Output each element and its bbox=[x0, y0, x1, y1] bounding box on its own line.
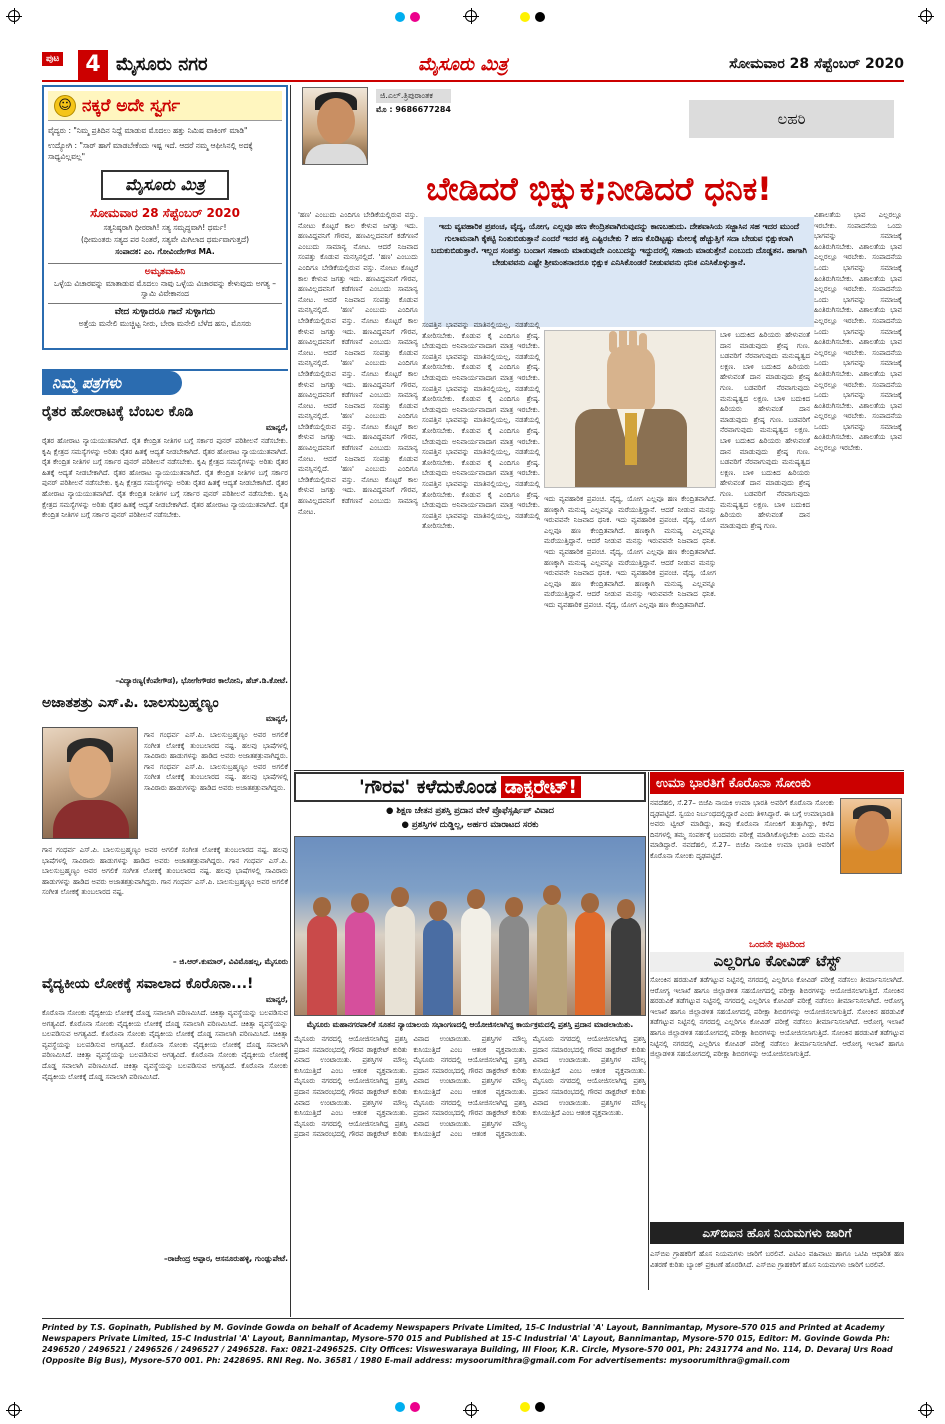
letter-signature: –ವಿದ್ಯಾರಣ್ಯ(ಕೆಂಪೇಗೌಡ), ಭೋಗೇಗೌಡರ ಕಾಲೋನಿ, ಹೆಚ್.ಡಿ.ಕೋಟೆ. bbox=[115, 676, 288, 685]
imprint-line: Printed by T.S. Gopinath, Published by M. Govinde Gowda on behalf of Academy Newspapers Private Limited, 15-C Industrial 'A' Layout, Bannimantap, Mysore-570 015 and Printed at Academy Newspapers Private Limited, 15-C Industrial 'A' Layout, Bannimantap, Mysore-570 015 and Published at 15-C Industrial 'A' Layout, Bannimantap, Mysore-570 015, Editor: M. Govinde Gowda Ph: 2496520 / 2496521 / 2496526 / 2496527 / 2496528. Fax: 0821-2496525. City Offices: Visweswaraya Building, III Floor, K.R. Circle, Mysore-570 001, Ph: 2431774 and No. 114, D. Devaraj Urs Road (Opposite Big Bus), Mysore-570 001. Ph: 2428695. RNI Reg. No. 36581 / 1980 E-mail address: mysoorumithra@gmail.com For advertisements: mysoorumithra@gmail.com bbox=[42, 1318, 904, 1366]
joke-line: ಉದ್ಯೋಗಿ : "ಸಾರ್ ಹಾಗೆ ಮಾಡಬೇಕೆಂದು ಇಷ್ಟ ಇದೆ. ಆದರೆ ನಮ್ಮ ಆಫೀಸಿನಲ್ಲಿ ಅದಕ್ಕೆ ಸಾಧ್ಯವಿಲ್ಲವಲ್ಲ" bbox=[48, 141, 253, 161]
gourava-body: ಮೈಸೂರು ನಗರದಲ್ಲಿ ಆಯೋಜಿಸಲಾಗಿದ್ದ ಪ್ರಶಸ್ತಿ ಪ್ರದಾನ ಸಮಾರಂಭದಲ್ಲಿ ಗೌರವ ಡಾಕ್ಟರೇಟ್ ಕುರಿತು ವಿವಾದ ಉಂಟಾಯಿತು. ಪ್ರಶಸ್ತಿಗಳ ಮೌಲ್ಯ ಕುಸಿಯುತ್ತಿದೆ ಎಂಬ ಆತಂಕ ವ್ಯಕ್ತವಾಯಿತು. ಮೈಸೂರು ನಗರದಲ್ಲಿ ಆಯೋಜಿಸಲಾಗಿದ್ದ ಪ್ರಶಸ್ತಿ ಪ್ರದಾನ ಸಮಾರಂಭದಲ್ಲಿ ಗೌರವ ಡಾಕ್ಟರೇಟ್ ಕುರಿತು ವಿವಾದ ಉಂಟಾಯಿತು. ಪ್ರಶಸ್ತಿಗಳ ಮೌಲ್ಯ ಕುಸಿಯುತ್ತಿದೆ ಎಂಬ ಆತಂಕ ವ್ಯಕ್ತವಾಯಿತು. ಮೈಸೂರು ನಗರದಲ್ಲಿ ಆಯೋಜಿಸಲಾಗಿದ್ದ ಪ್ರಶಸ್ತಿ ಪ್ರದಾನ ಸಮಾರಂಭದಲ್ಲಿ ಗೌರವ ಡಾಕ್ಟರೇಟ್ ಕುರಿತು ವಿವಾದ ಉಂಟಾಯಿತು. ಪ್ರಶಸ್ತಿಗಳ ಮೌಲ್ಯ ಕುಸಿಯುತ್ತಿದೆ ಎಂಬ ಆತಂಕ ವ್ಯಕ್ತವಾಯಿತು. ಮೈಸೂರು ನಗರದಲ್ಲಿ ಆಯೋಜಿಸಲಾಗಿದ್ದ ಪ್ರಶಸ್ತಿ ಪ್ರದಾನ ಸಮಾರಂಭದಲ್ಲಿ ಗೌರವ ಡಾಕ್ಟರೇಟ್ ಕುರಿತು ವಿವಾದ ಉಂಟಾಯಿತು. ಪ್ರಶಸ್ತಿಗಳ ಮೌಲ್ಯ ಕುಸಿಯುತ್ತಿದೆ ಎಂಬ ಆತಂಕ ವ್ಯಕ್ತವಾಯಿತು. ಮೈಸೂರು ನಗರದಲ್ಲಿ ಆಯೋಜಿಸಲಾಗಿದ್ದ ಪ್ರಶಸ್ತಿ ಪ್ರದಾನ ಸಮಾರಂಭದಲ್ಲಿ ಗೌರವ ಡಾಕ್ಟರೇಟ್ ಕುರಿತು ವಿವಾದ ಉಂಟಾಯಿತು. ಪ್ರಶಸ್ತಿಗಳ ಮೌಲ್ಯ ಕುಸಿಯುತ್ತಿದೆ ಎಂಬ ಆತಂಕ ವ್ಯಕ್ತವಾಯಿತು. ಮೈಸೂರು ನಗರದಲ್ಲಿ ಆಯೋಜಿಸಲಾಗಿದ್ದ ಪ್ರಶಸ್ತಿ ಪ್ರದಾನ ಸಮಾರಂಭದಲ್ಲಿ ಗೌರವ ಡಾಕ್ಟರೇಟ್ ಕುರಿತು ವಿವಾದ ಉಂಟಾಯಿತು. ಪ್ರಶಸ್ತಿಗಳ ಮೌಲ್ಯ ಕುಸಿಯುತ್ತಿದೆ ಎಂಬ ಆತಂಕ ವ್ಯಕ್ತವಾಯಿತು. ಮೈಸೂರು ನಗರದಲ್ಲಿ ಆಯೋಜಿಸಲಾಗಿದ್ದ ಪ್ರಶಸ್ತಿ ಪ್ರದಾನ ಸಮಾರಂಭದಲ್ಲಿ ಗೌರವ ಡಾಕ್ಟರೇಟ್ ಕುರಿತು ವಿವಾದ ಉಂಟಾಯಿತು. ಪ್ರಶಸ್ತಿಗಳ ಮೌಲ್ಯ ಕುಸಿಯುತ್ತಿದೆ ಎಂಬ ಆತಂಕ ವ್ಯಕ್ತವಾಯಿತು. bbox=[294, 1035, 646, 1139]
nakkare-header bbox=[48, 91, 282, 121]
veda-title: ವೇದ ಸುಳ್ಳಾದರೂ ಗಾದೆ ಸುಳ್ಳಾಗದು bbox=[114, 307, 216, 317]
lahari-article-body bbox=[294, 210, 904, 770]
page-masthead bbox=[42, 50, 904, 82]
editor-line: ಸಂಪಾದಕ: ಎಂ. ಗೋವಿಂದೇಗೌಡ MA. bbox=[115, 247, 215, 256]
joke-line: ವೈದ್ಯರು : "ನಿಮ್ಮ ಪ್ರತಿದಿನ ನಿದ್ದೆ ಮಾಡುವ ಮೊದಲು ಹತ್ತು ನಿಮಿಷ ವಾಕಿಂಗ್ ಮಾಡಿ" bbox=[48, 126, 248, 135]
mini-date: ಸೋಮವಾರ 28 ಸೆಪ್ಟೆಂಬರ್ 2020 bbox=[90, 206, 240, 220]
uma-bharati-story bbox=[650, 772, 904, 938]
letter-signature: –ರಾಜೇಂದ್ರ ಆಪ್ಪಾರ, ಆಸನೂರುಹಳ್ಳಿ, ಗುಂಡ್ಲುಪೇಟೆ. bbox=[164, 1254, 288, 1263]
nakkare-box bbox=[42, 85, 288, 350]
motto-line: ಸತ್ಯನಿಷ್ಠರಾಗಿ ಧೀರರಾಗಿ! ಸತ್ಯ ಸಮೃದ್ಧವಾಗಿ! ಧರ್ಮ! bbox=[103, 223, 227, 232]
page-number: 4 bbox=[78, 50, 108, 80]
letter-body: ರೈತರ ಹೋರಾಟ ನ್ಯಾಯಯುತವಾಗಿದೆ. ರೈತ ಕೇಂದ್ರಿತ ನೀತಿಗಳ ಬಗ್ಗೆ ಸರ್ಕಾರ ಪುನರ್ ಪರಿಶೀಲನೆ ನಡೆಸಬೇಕು. ಕೃಷಿ ಕ್ಷೇತ್ರದ ಸಮಸ್ಯೆಗಳನ್ನು ಅರಿತು ರೈತರ ಹಿತಕ್ಕೆ ಆದ್ಯತೆ ನೀಡಬೇಕಾಗಿದೆ. ರೈತರ ಹೋರಾಟ ನ್ಯಾಯಯುತವಾಗಿದೆ. ರೈತ ಕೇಂದ್ರಿತ ನೀತಿಗಳ ಬಗ್ಗೆ ಸರ್ಕಾರ ಪುನರ್ ಪರಿಶೀಲನೆ ನಡೆಸಬೇಕು. ಕೃಷಿ ಕ್ಷೇತ್ರದ ಸಮಸ್ಯೆಗಳನ್ನು ಅರಿತು ರೈತರ ಹಿತಕ್ಕೆ ಆದ್ಯತೆ ನೀಡಬೇಕಾಗಿದೆ. ರೈತರ ಹೋರಾಟ ನ್ಯಾಯಯುತವಾಗಿದೆ. ರೈತ ಕೇಂದ್ರಿತ ನೀತಿಗಳ ಬಗ್ಗೆ ಸರ್ಕಾರ ಪುನರ್ ಪರಿಶೀಲನೆ ನಡೆಸಬೇಕು. ಕೃಷಿ ಕ್ಷೇತ್ರದ ಸಮಸ್ಯೆಗಳನ್ನು ಅರಿತು ರೈತರ ಹಿತಕ್ಕೆ ಆದ್ಯತೆ ನೀಡಬೇಕಾಗಿದೆ. ರೈತರ ಹೋರಾಟ ನ್ಯಾಯಯುತವಾಗಿದೆ. ರೈತ ಕೇಂದ್ರಿತ ನೀತಿಗಳ ಬಗ್ಗೆ ಸರ್ಕಾರ ಪುನರ್ ಪರಿಶೀಲನೆ ನಡೆಸಬೇಕು. ಕೃಷಿ ಕ್ಷೇತ್ರದ ಸಮಸ್ಯೆಗಳನ್ನು ಅರಿತು ರೈತರ ಹಿತಕ್ಕೆ ಆದ್ಯತೆ ನೀಡಬೇಕಾಗಿದೆ. ರೈತರ ಹೋರಾಟ ನ್ಯಾಯಯುತವಾಗಿದೆ. ರೈತ ಕೇಂದ್ರಿತ ನೀತಿಗಳ ಬಗ್ಗೆ ಸರ್ಕಾರ ಪುನರ್ ಪರಿಶೀಲನೆ ನಡೆಸಬೇಕು. bbox=[42, 437, 288, 520]
mini-masthead: ಮೈಸೂರು ಮಿತ್ರ bbox=[101, 170, 229, 200]
author-info bbox=[376, 89, 451, 117]
uma-bharati-photo bbox=[840, 798, 902, 874]
magenta-swatch bbox=[410, 12, 420, 22]
letter-title: ಅಜಾತಶತ್ರು ಎಸ್.ಪಿ. ಬಾಲಸುಬ್ರಹ್ಮಣ್ಯಂ bbox=[42, 695, 219, 711]
registration-mark bbox=[465, 10, 477, 22]
author-name: ಜಿ.ಎಲ್.ತ್ರಿಪುರಾಂತಕ bbox=[376, 89, 451, 103]
page-label: ಪುಟ bbox=[42, 52, 63, 66]
nakkare-title: ನಕ್ಕರೆ ಅದೇ ಸ್ವರ್ಗ bbox=[82, 95, 181, 116]
veda-proverb: ಅತ್ತೆಯ ಮನೇಲಿ ಮುಚ್ಚಿಟ್ಟ ನೀರು, ಬೇರಾ ಮನೇಲಿ ಬೆಳೆದ ಹಸು, ಮೊಸರು bbox=[78, 319, 252, 328]
publication-date: ಸೋಮವಾರ 28 ಸೆಪ್ಟೆಂಬರ್ 2020 bbox=[729, 56, 904, 72]
sbi-headline: ಎಸ್‌ಬಿಐನ ಹೊಸ ನಿಯಮಗಳು ಜಾರಿಗೆ bbox=[650, 1222, 904, 1244]
letter-salutation: ಮಾನ್ಯರೆ, bbox=[265, 423, 288, 432]
author-phone: ಮೊ : 9686677284 bbox=[376, 105, 451, 114]
photo-caption: ಮೈಸೂರು ಮಹಾನಗರಪಾಲಿಕೆ ಸೂತನ ನ್ಯಾಯಾಲಯ ಸಭಾಂಗಣದಲ್ಲಿ ಆಯೋಜಿಸಲಾಗಿದ್ದ ಕಾರ್ಯಕ್ರಮದಲ್ಲಿ ಪ್ರಶಸ್ತಿ ಪ್ರದಾನ ಮಾಡಲಾಯಿತು. bbox=[306, 1020, 634, 1029]
article-column: ಸಂಪತ್ತಿನ ಭಾವವನ್ನು ಮಾತಿನಲ್ಲಿಯಲ್ಲ, ನಡತೆಯಲ್ಲಿ ತೋರಿಸಬೇಕು. ಕೊಡುವ ಕೈ ಎಂದಿಗೂ ಶ್ರೇಷ್ಠ. ಬೇಡುವುದು ಅನಿವಾರ್ಯವಾದಾಗ ಮಾತ್ರ ಇರಬೇಕು. ಸಂಪತ್ತಿನ ಭಾವವನ್ನು ಮಾತಿನಲ್ಲಿಯಲ್ಲ, ನಡತೆಯಲ್ಲಿ ತೋರಿಸಬೇಕು. ಕೊಡುವ ಕೈ ಎಂದಿಗೂ ಶ್ರೇಷ್ಠ. ಬೇಡುವುದು ಅನಿವಾರ್ಯವಾದಾಗ ಮಾತ್ರ ಇರಬೇಕು. ಸಂಪತ್ತಿನ ಭಾವವನ್ನು ಮಾತಿನಲ್ಲಿಯಲ್ಲ, ನಡತೆಯಲ್ಲಿ ತೋರಿಸಬೇಕು. ಕೊಡುವ ಕೈ ಎಂದಿಗೂ ಶ್ರೇಷ್ಠ. ಬೇಡುವುದು ಅನಿವಾರ್ಯವಾದಾಗ ಮಾತ್ರ ಇರಬೇಕು. ಸಂಪತ್ತಿನ ಭಾವವನ್ನು ಮಾತಿನಲ್ಲಿಯಲ್ಲ, ನಡತೆಯಲ್ಲಿ ತೋರಿಸಬೇಕು. ಕೊಡುವ ಕೈ ಎಂದಿಗೂ ಶ್ರೇಷ್ಠ. ಬೇಡುವುದು ಅನಿವಾರ್ಯವಾದಾಗ ಮಾತ್ರ ಇರಬೇಕು. ಸಂಪತ್ತಿನ ಭಾವವನ್ನು ಮಾತಿನಲ್ಲಿಯಲ್ಲ, ನಡತೆಯಲ್ಲಿ ತೋರಿಸಬೇಕು. ಕೊಡುವ ಕೈ ಎಂದಿಗೂ ಶ್ರೇಷ್ಠ. ಬೇಡುವುದು ಅನಿವಾರ್ಯವಾದಾಗ ಮಾತ್ರ ಇರಬೇಕು. ಸಂಪತ್ತಿನ ಭಾವವನ್ನು ಮಾತಿನಲ್ಲಿಯಲ್ಲ, ನಡತೆಯಲ್ಲಿ ತೋರಿಸಬೇಕು. ಕೊಡುವ ಕೈ ಎಂದಿಗೂ ಶ್ರೇಷ್ಠ. ಬೇಡುವುದು ಅನಿವಾರ್ಯವಾದಾಗ ಮಾತ್ರ ಇರಬೇಕು. ಸಂಪತ್ತಿನ ಭಾವವನ್ನು ಮಾತಿನಲ್ಲಿಯಲ್ಲ, ನಡತೆಯಲ್ಲಿ ತೋರಿಸಬೇಕು. bbox=[422, 321, 540, 531]
gourava-bullet: ● ಪ್ರಶಸ್ತಿಗಳ ದುಡ್ಡಿಲ್ಲ, ಅರ್ಹರ ಮಾರಾಟದ ಸರಕು bbox=[401, 820, 539, 830]
award-group-photo bbox=[294, 836, 646, 1016]
covid-body: ಸೋಂಕಿನ ಹರಡುವಿಕೆ ತಡೆಗಟ್ಟುವ ನಿಟ್ಟಿನಲ್ಲಿ ನಗರದಲ್ಲಿ ಎಲ್ಲರಿಗೂ ಕೋವಿಡ್ ಪರೀಕ್ಷೆ ನಡೆಸಲು ತೀರ್ಮಾನಿಸಲಾಗಿದೆ. ಆರೋಗ್ಯ ಇಲಾಖೆ ಹಾಗೂ ಜಿಲ್ಲಾಡಳಿತ ಸಹಯೋಗದಲ್ಲಿ ಪರೀಕ್ಷಾ ಶಿಬಿರಗಳನ್ನು ಆಯೋಜಿಸಲಾಗುತ್ತಿದೆ. ಸೋಂಕಿನ ಹರಡುವಿಕೆ ತಡೆಗಟ್ಟುವ ನಿಟ್ಟಿನಲ್ಲಿ ನಗರದಲ್ಲಿ ಎಲ್ಲರಿಗೂ ಕೋವಿಡ್ ಪರೀಕ್ಷೆ ನಡೆಸಲು ತೀರ್ಮಾನಿಸಲಾಗಿದೆ. ಆರೋಗ್ಯ ಇಲಾಖೆ ಹಾಗೂ ಜಿಲ್ಲಾಡಳಿತ ಸಹಯೋಗದಲ್ಲಿ ಪರೀಕ್ಷಾ ಶಿಬಿರಗಳನ್ನು ಆಯೋಜಿಸಲಾಗುತ್ತಿದೆ. ಸೋಂಕಿನ ಹರಡುವಿಕೆ ತಡೆಗಟ್ಟುವ ನಿಟ್ಟಿನಲ್ಲಿ ನಗರದಲ್ಲಿ ಎಲ್ಲರಿಗೂ ಕೋವಿಡ್ ಪರೀಕ್ಷೆ ನಡೆಸಲು ತೀರ್ಮಾನಿಸಲಾಗಿದೆ. ಆರೋಗ್ಯ ಇಲಾಖೆ ಹಾಗೂ ಜಿಲ್ಲಾಡಳಿತ ಸಹಯೋಗದಲ್ಲಿ ಪರೀಕ್ಷಾ ಶಿಬಿರಗಳನ್ನು ಆಯೋಜಿಸಲಾಗುತ್ತಿದೆ. ಸೋಂಕಿನ ಹರಡುವಿಕೆ ತಡೆಗಟ್ಟುವ ನಿಟ್ಟಿನಲ್ಲಿ ನಗರದಲ್ಲಿ ಎಲ್ಲರಿಗೂ ಕೋವಿಡ್ ಪರೀಕ್ಷೆ ನಡೆಸಲು ತೀರ್ಮಾನಿಸಲಾಗಿದೆ. ಆರೋಗ್ಯ ಇಲಾಖೆ ಹಾಗೂ ಜಿಲ್ಲಾಡಳಿತ ಸಹಯೋಗದಲ್ಲಿ ಪರೀಕ್ಷಾ ಶಿಬಿರಗಳನ್ನು ಆಯೋಜಿಸಲಾಗುತ್ತಿದೆ. bbox=[650, 976, 904, 1059]
column-label: ಲಹರಿ bbox=[689, 100, 894, 138]
article-column: ಬಾಳಿ ಬದುಕಿದ ಹಿರಿಯರು ಹೇಳುವಂತೆ ದಾನ ಮಾಡುವುದು ಶ್ರೇಷ್ಠ ಗುಣ. ಬಡವರಿಗೆ ನೆರವಾಗುವುದು ಮನುಷ್ಯತ್ವದ ಲಕ್ಷಣ. ಬಾಳಿ ಬದುಕಿದ ಹಿರಿಯರು ಹೇಳುವಂತೆ ದಾನ ಮಾಡುವುದು ಶ್ರೇಷ್ಠ ಗುಣ. ಬಡವರಿಗೆ ನೆರವಾಗುವುದು ಮನುಷ್ಯತ್ವದ ಲಕ್ಷಣ. ಬಾಳಿ ಬದುಕಿದ ಹಿರಿಯರು ಹೇಳುವಂತೆ ದಾನ ಮಾಡುವುದು ಶ್ರೇಷ್ಠ ಗುಣ. ಬಡವರಿಗೆ ನೆರವಾಗುವುದು ಮನುಷ್ಯತ್ವದ ಲಕ್ಷಣ. ಬಾಳಿ ಬದುಕಿದ ಹಿರಿಯರು ಹೇಳುವಂತೆ ದಾನ ಮಾಡುವುದು ಶ್ರೇಷ್ಠ ಗುಣ. ಬಡವರಿಗೆ ನೆರವಾಗುವುದು ಮನುಷ್ಯತ್ವದ ಲಕ್ಷಣ. ಬಾಳಿ ಬದುಕಿದ ಹಿರಿಯರು ಹೇಳುವಂತೆ ದಾನ ಮಾಡುವುದು ಶ್ರೇಷ್ಠ ಗುಣ. ಬಡವರಿಗೆ ನೆರವಾಗುವುದು ಮನುಷ್ಯತ್ವದ ಲಕ್ಷಣ. ಬಾಳಿ ಬದುಕಿದ ಹಿರಿಯರು ಹೇಳುವಂತೆ ದಾನ ಮಾಡುವುದು ಶ್ರೇಷ್ಠ ಗುಣ. bbox=[720, 331, 810, 530]
smiley-icon: ☺ bbox=[54, 95, 76, 117]
registration-mark bbox=[465, 1404, 477, 1416]
registration-mark bbox=[8, 1404, 20, 1416]
letter-title: ವೈದ್ಯಕೀಯ ಲೋಕಕ್ಕೆ ಸವಾಲಾದ ಕೊರೊನಾ...! bbox=[42, 976, 254, 992]
left-column bbox=[42, 85, 288, 1317]
registration-mark bbox=[920, 10, 932, 22]
covid-test-story bbox=[650, 940, 904, 1225]
registration-mark bbox=[920, 1404, 932, 1416]
article-column: 'ಹಣ' ಎಂಬುದು ಎಂದಿಗೂ ಬೇಡಿಕೆಯಲ್ಲಿರುವ ವಸ್ತು. ನೋಟು ಕೊಟ್ಟರೆ ಕಾಲ ಕೇಳುವ ಜಗತ್ತು ಇದು. ಹಣವಿದ್ದವನಿಗೆ ಗೌರವ, ಹಣವಿಲ್ಲದವನಿಗೆ ಕಡೆಗಣನೆ ಎಂಬುದು ಸಾಮಾನ್ಯ ನೋಟ. ಆದರೆ ನಿಜವಾದ ಸಂಪತ್ತು ಕೊಡುವ ಮನಸ್ಸಿನಲ್ಲಿದೆ. 'ಹಣ' ಎಂಬುದು ಎಂದಿಗೂ ಬೇಡಿಕೆಯಲ್ಲಿರುವ ವಸ್ತು. ನೋಟು ಕೊಟ್ಟರೆ ಕಾಲ ಕೇಳುವ ಜಗತ್ತು ಇದು. ಹಣವಿದ್ದವನಿಗೆ ಗೌರವ, ಹಣವಿಲ್ಲದವನಿಗೆ ಕಡೆಗಣನೆ ಎಂಬುದು ಸಾಮಾನ್ಯ ನೋಟ. ಆದರೆ ನಿಜವಾದ ಸಂಪತ್ತು ಕೊಡುವ ಮನಸ್ಸಿನಲ್ಲಿದೆ. 'ಹಣ' ಎಂಬುದು ಎಂದಿಗೂ ಬೇಡಿಕೆಯಲ್ಲಿರುವ ವಸ್ತು. ನೋಟು ಕೊಟ್ಟರೆ ಕಾಲ ಕೇಳುವ ಜಗತ್ತು ಇದು. ಹಣವಿದ್ದವನಿಗೆ ಗೌರವ, ಹಣವಿಲ್ಲದವನಿಗೆ ಕಡೆಗಣನೆ ಎಂಬುದು ಸಾಮಾನ್ಯ ನೋಟ. ಆದರೆ ನಿಜವಾದ ಸಂಪತ್ತು ಕೊಡುವ ಮನಸ್ಸಿನಲ್ಲಿದೆ. 'ಹಣ' ಎಂಬುದು ಎಂದಿಗೂ ಬೇಡಿಕೆಯಲ್ಲಿರುವ ವಸ್ತು. ನೋಟು ಕೊಟ್ಟರೆ ಕಾಲ ಕೇಳುವ ಜಗತ್ತು ಇದು. ಹಣವಿದ್ದವನಿಗೆ ಗೌರವ, ಹಣವಿಲ್ಲದವನಿಗೆ ಕಡೆಗಣನೆ ಎಂಬುದು ಸಾಮಾನ್ಯ ನೋಟ. ಆದರೆ ನಿಜವಾದ ಸಂಪತ್ತು ಕೊಡುವ ಮನಸ್ಸಿನಲ್ಲಿದೆ. 'ಹಣ' ಎಂಬುದು ಎಂದಿಗೂ ಬೇಡಿಕೆಯಲ್ಲಿರುವ ವಸ್ತು. ನೋಟು ಕೊಟ್ಟರೆ ಕಾಲ ಕೇಳುವ ಜಗತ್ತು ಇದು. ಹಣವಿದ್ದವನಿಗೆ ಗೌರವ, ಹಣವಿಲ್ಲದವನಿಗೆ ಕಡೆಗಣನೆ ಎಂಬುದು ಸಾಮಾನ್ಯ ನೋಟ. ಆದರೆ ನಿಜವಾದ ಸಂಪತ್ತು ಕೊಡುವ ಮನಸ್ಸಿನಲ್ಲಿದೆ. 'ಹಣ' ಎಂಬುದು ಎಂದಿಗೂ ಬೇಡಿಕೆಯಲ್ಲಿರುವ ವಸ್ತು. ನೋಟು ಕೊಟ್ಟರೆ ಕಾಲ ಕೇಳುವ ಜಗತ್ತು ಇದು. ಹಣವಿದ್ದವನಿಗೆ ಗೌರವ, ಹಣವಿಲ್ಲದವನಿಗೆ ಕಡೆಗಣನೆ ಎಂಬುದು ಸಾಮಾನ್ಯ ನೋಟ. bbox=[298, 211, 418, 516]
bottom-registration-marks bbox=[0, 1400, 945, 1420]
gourava-headline bbox=[294, 772, 646, 802]
letter-salutation: ಮಾನ್ಯರೆ, bbox=[265, 714, 288, 723]
black-swatch bbox=[535, 12, 545, 22]
section-title: ಮೈಸೂರು ನಗರ bbox=[116, 54, 208, 75]
yellow-swatch bbox=[520, 1402, 530, 1412]
amrita-quote: ಒಳ್ಳೆಯ ವಿಚಾರವನ್ನು ಮಾತಾಡುವ ಮೊದಲು ನಾವು ಒಳ್ಳೆಯ ವಿಚಾರವನ್ನು ಕೇಳುವುದು ಅಗತ್ಯ –ಸ್ವಾಮಿ ವಿವೇಕಾನಂದ bbox=[54, 279, 276, 298]
spb-portrait bbox=[42, 727, 138, 839]
letter-title: ರೈತರ ಹೋರಾಟಕ್ಕೆ ಬೆಂಬಲ ಕೊಡಿ bbox=[42, 404, 194, 420]
letter-body-with-photo bbox=[42, 727, 288, 842]
gourava-headline-text: 'ಗೌರವ' ಕಳೆದುಕೊಂಡ bbox=[358, 776, 497, 798]
magenta-swatch bbox=[410, 1402, 420, 1412]
gourava-story bbox=[294, 772, 646, 1290]
letter-signature: – ಜಿ.ಆರ್.ಕುಮಾರ್, ವಿವಿಮೊಹಲ್ಲ, ಮೈಸೂರು bbox=[172, 957, 288, 966]
article-blurb: ಇದು ವ್ಯವಹಾರಿಕ ಪ್ರಪಂಚ, ವೈದ್ಯ, ಯೋಗ, ಎಲ್ಲವೂ ಹಣ ಕೇಂದ್ರಿತವಾಗಿರುವುದನ್ನು ಕಾಣಬಹುದು. ದೇಶವಾಸಿಯ ಸಜ್ಜಾಸಿನ ಸಹ ಇದರ ಮುಂದೆ ಗುಲಾಮನಾಗಿ ಕೈಕಟ್ಟಿ ನಿಂತುಬಿಡುತ್ತಾನೆ ಎಂದರೆ ಇದರ ಶಕ್ತಿ ಎಷ್ಟಿರಬೇಕು ? ಹಣ ಕೊಡಿಟ್ಟಷ್ಟು ಮೇಲಕ್ಕೆ ಹೆಚ್ಚುತ್ತಿಗೆ ಸದಾ ಬೇಡುವ ಭಿಕ್ಷುಕರಾಗಿ ಬದುಕುಬಿಡುತ್ತಾರೆ. ಇಲ್ಲದ ಸಂಪತ್ತು ಬಂದಾಗ ಸಹಾಯ ಮಾಡುವುದೇ ಎಂಬುದನ್ನು ಇದ್ದುದರಲ್ಲಿ ಸಹಾಯ ಮಾಡುತ್ತೇನೆ ಎಂಬುದು ದೊಡ್ಡತನ. ಹಾಗಾಗಿ ಬೇಡುವವನು ಎಷ್ಟೇ ಶ್ರೀಮಂತನಾದರೂ ಭಿಕ್ಷುಕ ಎನಿಸಿಕೊಂಡರೆ ನೀಡುವವನು ಧನಿಕ ಎನಿಸಿಕೊಳ್ಳುತ್ತಾನೆ. bbox=[424, 217, 814, 327]
column-divider bbox=[290, 85, 291, 1317]
section-divider bbox=[294, 770, 904, 771]
article-column: ವಿಶಾಲತೆಯ ಭಾವ ಎಲ್ಲರಲ್ಲೂ ಇರಬೇಕು. ಸಂಪಾದನೆಯ ಒಂದು ಭಾಗವನ್ನು ಸಮಾಜಕ್ಕೆ ಹಿಂತಿರುಗಿಸಬೇಕು. ವಿಶಾಲತೆಯ ಭಾವ ಎಲ್ಲರಲ್ಲೂ ಇರಬೇಕು. ಸಂಪಾದನೆಯ ಒಂದು ಭಾಗವನ್ನು ಸಮಾಜಕ್ಕೆ ಹಿಂತಿರುಗಿಸಬೇಕು. ವಿಶಾಲತೆಯ ಭಾವ ಎಲ್ಲರಲ್ಲೂ ಇರಬೇಕು. ಸಂಪಾದನೆಯ ಒಂದು ಭಾಗವನ್ನು ಸಮಾಜಕ್ಕೆ ಹಿಂತಿರುಗಿಸಬೇಕು. ವಿಶಾಲತೆಯ ಭಾವ ಎಲ್ಲರಲ್ಲೂ ಇರಬೇಕು. ಸಂಪಾದನೆಯ ಒಂದು ಭಾಗವನ್ನು ಸಮಾಜಕ್ಕೆ ಹಿಂತಿರುಗಿಸಬೇಕು. ವಿಶಾಲತೆಯ ಭಾವ ಎಲ್ಲರಲ್ಲೂ ಇರಬೇಕು. ಸಂಪಾದನೆಯ ಒಂದು ಭಾಗವನ್ನು ಸಮಾಜಕ್ಕೆ ಹಿಂತಿರುಗಿಸಬೇಕು. ವಿಶಾಲತೆಯ ಭಾವ ಎಲ್ಲರಲ್ಲೂ ಇರಬೇಕು. ಸಂಪಾದನೆಯ ಒಂದು ಭಾಗವನ್ನು ಸಮಾಜಕ್ಕೆ ಹಿಂತಿರುಗಿಸಬೇಕು. ವಿಶಾಲತೆಯ ಭಾವ ಎಲ್ಲರಲ್ಲೂ ಇರಬೇಕು. ಸಂಪಾದನೆಯ ಒಂದು ಭಾಗವನ್ನು ಸಮಾಜಕ್ಕೆ ಹಿಂತಿರುಗಿಸಬೇಕು. ವಿಶಾಲತೆಯ ಭಾವ ಎಲ್ಲರಲ್ಲೂ ಇರಬೇಕು. bbox=[814, 211, 902, 453]
gourava-bullet: ● ಶಿಕ್ಷಣ ಚೇತನ ಪ್ರಶಸ್ತಿ ಪ್ರದಾನ ವೇಳೆ ಪ್ರೊಫೆಸ್ಸರ್ಷಿಪ್ ವಿವಾದ bbox=[385, 806, 554, 816]
cyan-swatch bbox=[395, 1402, 405, 1412]
amrita-box bbox=[48, 263, 282, 299]
black-swatch bbox=[535, 1402, 545, 1412]
gourava-headline-accent: ಡಾಕ್ಟರೇಟ್! bbox=[501, 776, 581, 798]
continued-tag: ಒಂದನೇ ಪುಟದಿಂದ bbox=[749, 940, 805, 950]
veda-box bbox=[48, 303, 282, 329]
registration-mark bbox=[8, 10, 20, 22]
top-registration-marks bbox=[0, 6, 945, 26]
author-photo bbox=[302, 87, 368, 165]
motto-line: (ಧೀಮಂತರು ಸತ್ಯದ ಪರ ನಿಂತರೆ, ಸತ್ಯವೇ ಮಿಗಿಲಾದ ಧರ್ಮವಾಗುತ್ತದೆ) bbox=[80, 235, 250, 244]
letter-body: ಗಾನ ಗಂಧರ್ವ ಎಸ್.ಪಿ. ಬಾಲಸುಬ್ರಹ್ಮಣ್ಯಂ ಅವರ ಅಗಲಿಕೆ ಸಂಗೀತ ಲೋಕಕ್ಕೆ ತುಂಬಲಾರದ ನಷ್ಟ. ಹಲವು ಭಾಷೆಗಳಲ್ಲಿ ಸಾವಿರಾರು ಹಾಡುಗಳನ್ನು ಹಾಡಿದ ಅವರು ಅಜಾತಶತ್ರುವಾಗಿದ್ದರು. ಗಾನ ಗಂಧರ್ವ ಎಸ್.ಪಿ. ಬಾಲಸುಬ್ರಹ್ಮಣ್ಯಂ ಅವರ ಅಗಲಿಕೆ ಸಂಗೀತ ಲೋಕಕ್ಕೆ ತುಂಬಲಾರದ ನಷ್ಟ. ಹಲವು ಭಾಷೆಗಳಲ್ಲಿ ಸಾವಿರಾರು ಹಾಡುಗಳನ್ನು ಹಾಡಿದ ಅವರು ಅಜಾತಶತ್ರುವಾಗಿದ್ದರು. bbox=[144, 731, 288, 792]
letter-body: ಗಾನ ಗಂಧರ್ವ ಎಸ್.ಪಿ. ಬಾಲಸುಬ್ರಹ್ಮಣ್ಯಂ ಅವರ ಅಗಲಿಕೆ ಸಂಗೀತ ಲೋಕಕ್ಕೆ ತುಂಬಲಾರದ ನಷ್ಟ. ಹಲವು ಭಾಷೆಗಳಲ್ಲಿ ಸಾವಿರಾರು ಹಾಡುಗಳನ್ನು ಹಾಡಿದ ಅವರು ಅಜಾತಶತ್ರುವಾಗಿದ್ದರು. ಗಾನ ಗಂಧರ್ವ ಎಸ್.ಪಿ. ಬಾಲಸುಬ್ರಹ್ಮಣ್ಯಂ ಅವರ ಅಗಲಿಕೆ ಸಂಗೀತ ಲೋಕಕ್ಕೆ ತುಂಬಲಾರದ ನಷ್ಟ. ಹಲವು ಭಾಷೆಗಳಲ್ಲಿ ಸಾವಿರಾರು ಹಾಡುಗಳನ್ನು ಹಾಡಿದ ಅವರು ಅಜಾತಶತ್ರುವಾಗಿದ್ದರು. ಗಾನ ಗಂಧರ್ವ ಎಸ್.ಪಿ. ಬಾಲಸುಬ್ರಹ್ಮಣ್ಯಂ ಅವರ ಅಗಲಿಕೆ ಸಂಗೀತ ಲೋಕಕ್ಕೆ ತುಂಬಲಾರದ ನಷ್ಟ. bbox=[42, 846, 288, 897]
suit-hand-illustration bbox=[544, 330, 716, 488]
cyan-swatch bbox=[395, 12, 405, 22]
uma-body: ನವದೆಹಲಿ, ಸೆ.27– ಬಿಜೆಪಿ ನಾಯಕಿ ಉಮಾ ಭಾರತಿ ಅವರಿಗೆ ಕೊರೊನಾ ಸೋಂಕು ದೃಢಪಟ್ಟಿದೆ. ಸ್ವಯಂ ನಿರ್ಬಂಧದಲ್ಲಿದ್ದಾರೆ ಎಂದು ತಿಳಿಸಿದ್ದಾರೆ. ಈ ಬಗ್ಗೆ ಉಮಾಭಾರತಿ ಅವರು ಟ್ವೀಟ್ ಮಾಡಿದ್ದು, ತಾವು ಕೊರೊನಾ ಸೋಂಕಿಗೆ ತುತ್ತಾಗಿದ್ದು, ಕಳೆದ ದಿನಗಳಲ್ಲಿ ತಮ್ಮ ಸಂಪರ್ಕಕ್ಕೆ ಬಂದವರು ಪರೀಕ್ಷೆ ಮಾಡಿಸಿಕೊಳ್ಳಬೇಕು ಎಂದು ಮನವಿ ಮಾಡಿದ್ದಾರೆ. ನವದೆಹಲಿ, ಸೆ.27– ಬಿಜೆಪಿ ನಾಯಕಿ ಉಮಾ ಭಾರತಿ ಅವರಿಗೆ ಕೊರೊನಾ ಸೋಂಕು ದೃಢಪಟ್ಟಿದೆ. bbox=[650, 799, 834, 860]
yellow-swatch bbox=[520, 12, 530, 22]
amrita-title: ಅಮೃತವಾಹಿನಿ bbox=[144, 267, 186, 277]
letters-section bbox=[42, 369, 288, 1317]
uma-headline: ಉಮಾ ಭಾರತಿಗೆ ಕೊರೊನಾ ಸೋಂಕು bbox=[650, 772, 904, 794]
covid-headline: ಎಲ್ಲರಿಗೂ ಕೋವಿಡ್ ಟೆಸ್ಟ್ bbox=[650, 952, 904, 972]
paper-name: ಮೈಸೂರು ಮಿತ್ರ bbox=[418, 54, 508, 75]
sbi-body: ಎಸ್‌ಬಿಐ ಗ್ರಾಹಕರಿಗೆ ಹೊಸ ನಿಯಮಗಳು ಜಾರಿಗೆ ಬರಲಿವೆ. ಎಟಿಎಂ ವಹಿವಾಟು ಹಾಗೂ ಒಟಿಪಿ ಆಧಾರಿತ ಹಣ ವಿತರಣೆ ಕುರಿತು ಬ್ಯಾಂಕ್ ಪ್ರಕಟಣೆ ಹೊರಡಿಸಿದೆ. ಎಸ್‌ಬಿಐ ಗ್ರಾಹಕರಿಗೆ ಹೊಸ ನಿಯಮಗಳು ಜಾರಿಗೆ ಬರಲಿವೆ. bbox=[650, 1250, 904, 1269]
article-column: ಇದು ವ್ಯವಹಾರಿಕ ಪ್ರಪಂಚ. ವೈದ್ಯ, ಯೋಗ ಎಲ್ಲವೂ ಹಣ ಕೇಂದ್ರಿತವಾಗಿದೆ. ಹಣಕ್ಕಾಗಿ ಮನುಷ್ಯ ಎಲ್ಲವನ್ನೂ ಮರೆಯುತ್ತಿದ್ದಾನೆ. ಆದರೆ ನೀಡುವ ಮನಸ್ಸು ಇರುವವನೇ ನಿಜವಾದ ಧನಿಕ. ಇದು ವ್ಯವಹಾರಿಕ ಪ್ರಪಂಚ. ವೈದ್ಯ, ಯೋಗ ಎಲ್ಲವೂ ಹಣ ಕೇಂದ್ರಿತವಾಗಿದೆ. ಹಣಕ್ಕಾಗಿ ಮನುಷ್ಯ ಎಲ್ಲವನ್ನೂ ಮರೆಯುತ್ತಿದ್ದಾನೆ. ಆದರೆ ನೀಡುವ ಮನಸ್ಸು ಇರುವವನೇ ನಿಜವಾದ ಧನಿಕ. ಇದು ವ್ಯವಹಾರಿಕ ಪ್ರಪಂಚ. ವೈದ್ಯ, ಯೋಗ ಎಲ್ಲವೂ ಹಣ ಕೇಂದ್ರಿತವಾಗಿದೆ. ಹಣಕ್ಕಾಗಿ ಮನುಷ್ಯ ಎಲ್ಲವನ್ನೂ ಮರೆಯುತ್ತಿದ್ದಾನೆ. ಆದರೆ ನೀಡುವ ಮನಸ್ಸು ಇರುವವನೇ ನಿಜವಾದ ಧನಿಕ. ಇದು ವ್ಯವಹಾರಿಕ ಪ್ರಪಂಚ. ವೈದ್ಯ, ಯೋಗ ಎಲ್ಲವೂ ಹಣ ಕೇಂದ್ರಿತವಾಗಿದೆ. ಹಣಕ್ಕಾಗಿ ಮನುಷ್ಯ ಎಲ್ಲವನ್ನೂ ಮರೆಯುತ್ತಿದ್ದಾನೆ. ಆದರೆ ನೀಡುವ ಮನಸ್ಸು ಇರುವವನೇ ನಿಜವಾದ ಧನಿಕ. ಇದು ವ್ಯವಹಾರಿಕ ಪ್ರಪಂಚ. ವೈದ್ಯ, ಯೋಗ ಎಲ್ಲವೂ ಹಣ ಕೇಂದ್ರಿತವಾಗಿದೆ. bbox=[544, 495, 716, 609]
article-headline: ಬೇಡಿದರೆ ಭಿಕ್ಷುಕ;ನೀಡಿದರೆ ಧನಿಕ! bbox=[426, 170, 772, 208]
letters-heading: ನಿಮ್ಮ ಪತ್ರಗಳು bbox=[42, 371, 182, 395]
column-divider bbox=[648, 772, 649, 1290]
letter-salutation: ಮಾನ್ಯರೆ, bbox=[265, 995, 288, 1004]
letter-body: ಕೊರೊನಾ ಸೋಂಕು ವೈದ್ಯಕೀಯ ಲೋಕಕ್ಕೆ ದೊಡ್ಡ ಸವಾಲಾಗಿ ಪರಿಣಮಿಸಿದೆ. ಚಿಕಿತ್ಸಾ ವ್ಯವಸ್ಥೆಯನ್ನು ಬಲಪಡಿಸುವ ಅಗತ್ಯವಿದೆ. ಕೊರೊನಾ ಸೋಂಕು ವೈದ್ಯಕೀಯ ಲೋಕಕ್ಕೆ ದೊಡ್ಡ ಸವಾಲಾಗಿ ಪರಿಣಮಿಸಿದೆ. ಚಿಕಿತ್ಸಾ ವ್ಯವಸ್ಥೆಯನ್ನು ಬಲಪಡಿಸುವ ಅಗತ್ಯವಿದೆ. ಕೊರೊನಾ ಸೋಂಕು ವೈದ್ಯಕೀಯ ಲೋಕಕ್ಕೆ ದೊಡ್ಡ ಸವಾಲಾಗಿ ಪರಿಣಮಿಸಿದೆ. ಚಿಕಿತ್ಸಾ ವ್ಯವಸ್ಥೆಯನ್ನು ಬಲಪಡಿಸುವ ಅಗತ್ಯವಿದೆ. ಕೊರೊನಾ ಸೋಂಕು ವೈದ್ಯಕೀಯ ಲೋಕಕ್ಕೆ ದೊಡ್ಡ ಸವಾಲಾಗಿ ಪರಿಣಮಿಸಿದೆ. ಚಿಕಿತ್ಸಾ ವ್ಯವಸ್ಥೆಯನ್ನು ಬಲಪಡಿಸುವ ಅಗತ್ಯವಿದೆ. ಕೊರೊನಾ ಸೋಂಕು ವೈದ್ಯಕೀಯ ಲೋಕಕ್ಕೆ ದೊಡ್ಡ ಸವಾಲಾಗಿ ಪರಿಣಮಿಸಿದೆ. ಚಿಕಿತ್ಸಾ ವ್ಯವಸ್ಥೆಯನ್ನು ಬಲಪಡಿಸುವ ಅಗತ್ಯವಿದೆ. ಕೊರೊನಾ ಸೋಂಕು ವೈದ್ಯಕೀಯ ಲೋಕಕ್ಕೆ ದೊಡ್ಡ ಸವಾಲಾಗಿ ಪರಿಣಮಿಸಿದೆ. bbox=[42, 1009, 288, 1081]
